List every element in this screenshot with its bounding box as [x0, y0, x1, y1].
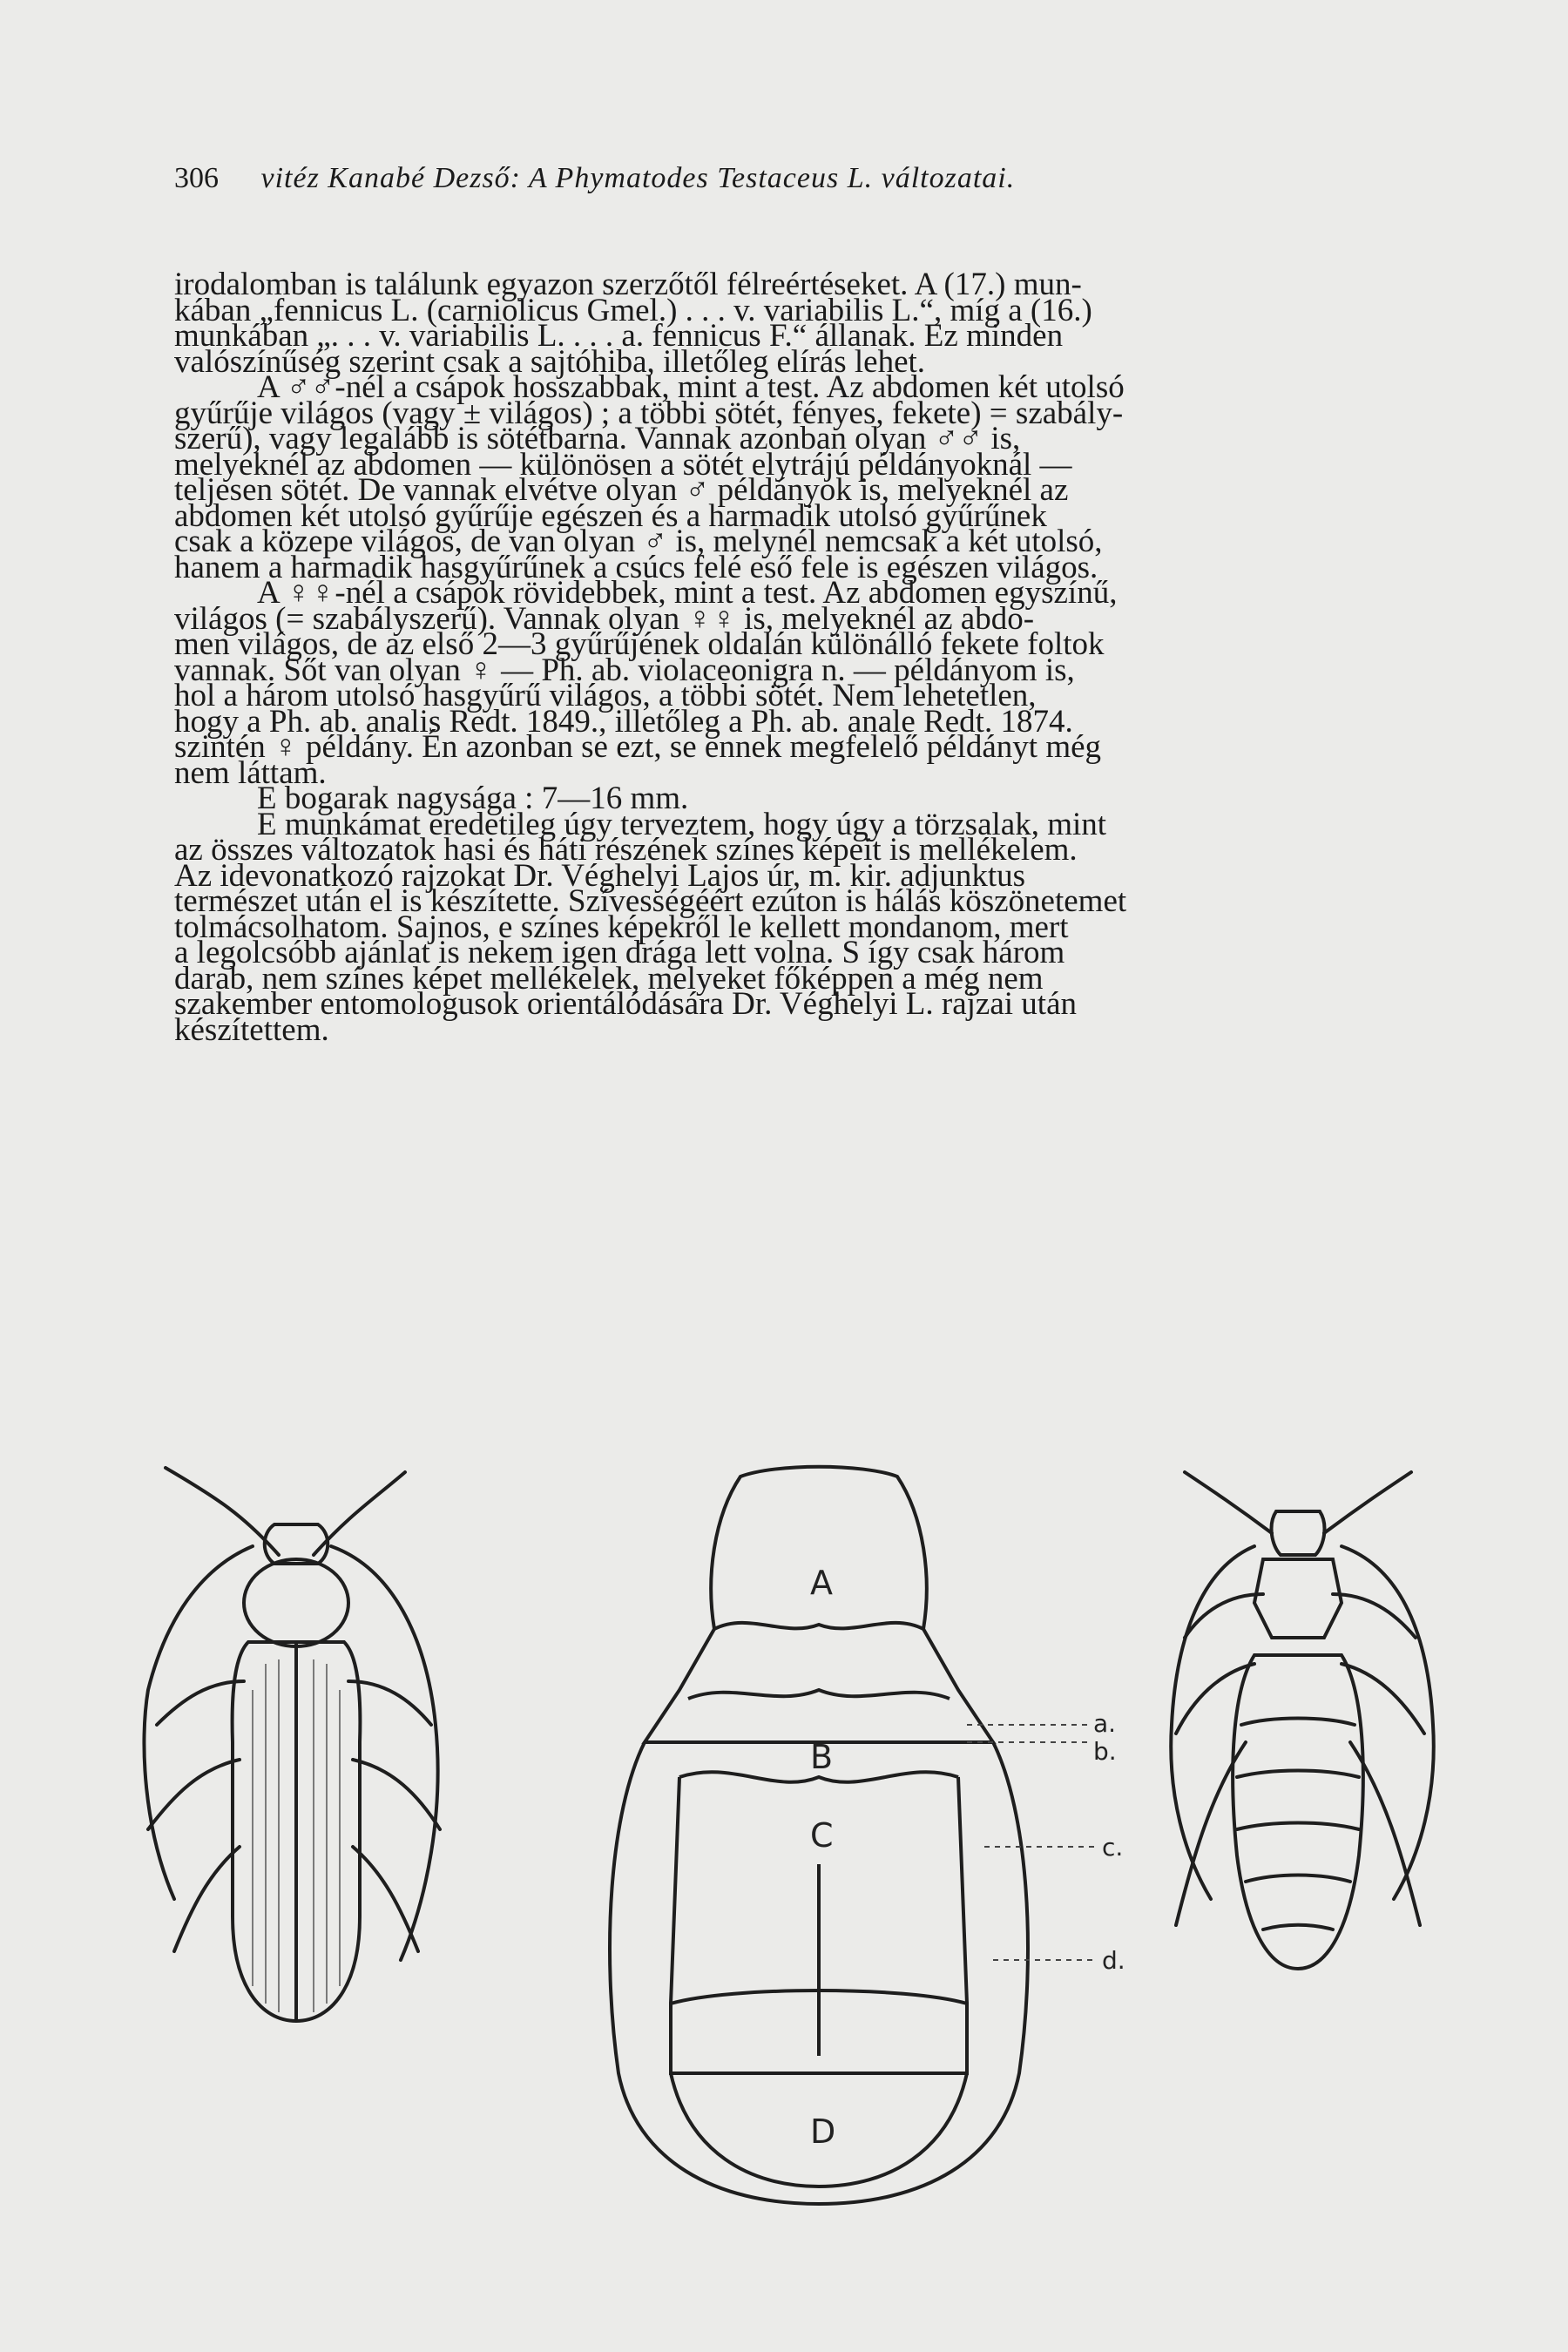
beetle-dorsal-drawing	[113, 1463, 462, 2038]
callout-label-d: d.	[1102, 1946, 1125, 1975]
abdomen-label-c: C	[810, 1816, 834, 1855]
beetle-ventral-drawing	[1124, 1463, 1472, 2021]
figures-row	[113, 1463, 1472, 2247]
callout-label-b: b.	[1093, 1737, 1117, 1766]
paragraph-literature-errors: irodalomban is találunk egyazon szerzőtől félreértéseket. A (17.) mun- kában „fennicus L. (carniolicus Gmel.) . . . v. variabilis L.“, míg a (16.) munkában „. . . v. variabilis L. . . . a. fennicus F.“ állanak. Ez minden valószínűség szerint csak a sajtóhiba, illetőleg elírás lehet.	[174, 267, 1092, 380]
abdomen-label-d: D	[810, 2112, 836, 2151]
abdomen-label-a: A	[810, 1564, 833, 1602]
page-header	[174, 157, 1446, 200]
paragraph-males: A ♂♂-nél a csápok hosszabbak, mint a test. Az abdomen két utolsó gyűrűje világos (vagy ± világos) ; a többi sötét, fényes, fekete) = szabály- szerű), vagy legalább is sötétbarna. Vannak azonban olyan ♂♂ is, melyeknél az abdomen — különösen a sötét elytrájú példányoknál — teljesen sötét. De vannak elvétve olyan ♂ példányok is, melyeknél az abdomen két utolsó gyűrűje egészen és a harmadik utolsó gyűrűnek csak a közepe világos, de van olyan ♂ is, melynél nemcsak a két utolsó, hanem a harmadik hasgyűrűnek a csúcs felé eső fele is egészen világos.	[174, 369, 1125, 585]
beetle-ventral-figure	[1124, 1463, 1472, 2021]
abdomen-diagram-drawing	[558, 1463, 1167, 2213]
paragraph-females: A ♀♀-nél a csápok rövidebbek, mint a test. Az abdomen egyszínű, világos (= szabályszerű). Vannak olyan ♀♀ is, melyeknél az abdo- men világos, de az első 2—3 gyűrűjének oldalán különálló fekete foltok vannak. Sőt van olyan ♀ — Ph. ab. violaceonigra n. — példányom is, hol a három utolsó hasgyűrű világos, a többi sötét. Nem lehetetlen, hogy a Ph. ab. analis Redt. 1849., illetőleg a Ph. ab. anale Redt. 1874. szintén ♀ példány. Én azonban se ezt, se ennek megfelelő példányt még nem láttam.	[174, 575, 1118, 791]
running-title: vitéz Kanabé Dezső: A Phymatodes Testaceus L. változatai.	[260, 162, 1016, 194]
beetle-dorsal-figure	[113, 1463, 462, 2038]
abdomen-diagram-figure	[558, 1463, 1167, 2213]
callout-label-a: a.	[1093, 1709, 1117, 1738]
abdomen-label-b: B	[810, 1738, 834, 1776]
paragraph-illustrations: E munkámat eredetileg úgy terveztem, hogy úgy a törzsalak, mint az összes változatok hasi és háti részének színes képeit is mellékelem. Az idevonatkozó rajzokat Dr. Véghelyi Lajos úr, m. kir. adjunktus természet után el is készítette. Szívességéért ezúton is hálás köszönetemet tolmácsolhatom. Sajnos, e színes képekről le kellett mondanom, mert a legolcsóbb ajánlat is nekem igen drága lett volna. S így csak három darab, nem színes képet mellékelek, melyeket főképpen a még nem szakember entomologusok orientálódására Dr. Véghelyi L. rajzai után készítettem.	[174, 806, 1127, 1048]
body-text	[174, 267, 1433, 1048]
paragraph-size: E bogarak nagysága : 7—16 mm.	[257, 781, 689, 816]
page-number: 306	[174, 162, 219, 194]
callout-label-c: c.	[1102, 1833, 1124, 1862]
